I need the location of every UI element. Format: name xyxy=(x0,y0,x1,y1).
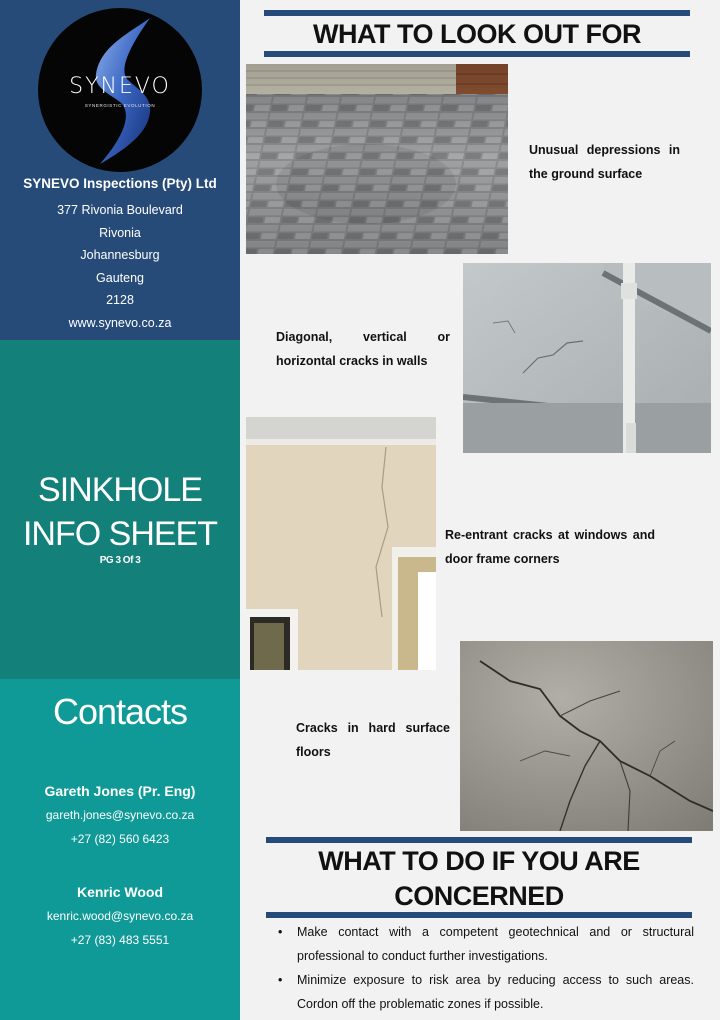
company-website[interactable]: www.synevo.co.za xyxy=(68,315,172,330)
sheet-title-line2: INFO SHEET xyxy=(22,515,218,553)
list-item xyxy=(278,968,694,1016)
concerned-heading xyxy=(266,844,692,914)
caption-depressions: Unusual depressions in the ground surface xyxy=(529,143,680,181)
caption-frame-cracks: Re-entrant cracks at windows and door frame corners xyxy=(445,528,655,566)
contact-phone[interactable]: +27 (82) 560 6423 xyxy=(70,832,170,846)
contact-card xyxy=(0,779,240,851)
list-item-text: Minimize exposure to risk area by reducing access to such areas. Cordon off the problematic zones if possible. xyxy=(297,973,694,1011)
list-item-text: Make contact with a competent geotechnical and or structural professional to conduct further investigations. xyxy=(297,925,694,963)
company-name: SYNEVO Inspections (Pty) Ltd xyxy=(23,176,217,191)
sheet-title-panel xyxy=(0,340,240,679)
bullet-icon: • xyxy=(278,973,283,987)
logo-tagline: SYNERGISTIC EVOLUTION xyxy=(84,103,156,108)
heading-rule-top xyxy=(264,10,690,16)
contact-email[interactable]: gareth.jones@synevo.co.za xyxy=(45,808,195,822)
address-suburb: Rivonia xyxy=(99,225,141,240)
do-heading-rule-top xyxy=(266,837,692,843)
address-postcode: 2128 xyxy=(106,293,134,307)
bullet-icon: • xyxy=(278,925,283,939)
synevo-logo xyxy=(38,8,202,172)
doorframe-crack-photo xyxy=(246,417,436,670)
heading-rule-bottom xyxy=(264,51,690,57)
company-panel xyxy=(0,0,240,340)
address-city: Johannesburg xyxy=(80,248,160,262)
floor-crack-photo xyxy=(460,641,713,831)
contacts-panel xyxy=(0,679,240,1020)
address-province: Gauteng xyxy=(96,270,144,285)
sidebar xyxy=(0,0,240,1020)
contact-name: Kenric Wood xyxy=(76,884,164,900)
concerned-heading-line2: CONCERNED xyxy=(394,881,564,911)
wall-crack-photo xyxy=(463,263,711,453)
contact-email[interactable]: kenric.wood@synevo.co.za xyxy=(46,909,194,923)
sheet-title xyxy=(0,468,240,556)
page-number: PG 3 Of 3 xyxy=(99,555,141,566)
contacts-heading: Contacts xyxy=(52,691,188,732)
contact-phone[interactable]: +27 (83) 483 5551 xyxy=(70,933,170,947)
caption-wall-cracks: Diagonal, vertical or horizontal cracks in walls xyxy=(276,330,450,368)
do-heading-rule-bottom xyxy=(266,912,692,918)
contact-card xyxy=(0,880,240,952)
look-out-heading: WHAT TO LOOK OUT FOR xyxy=(313,19,641,49)
action-list xyxy=(278,920,694,1016)
sheet-title-line1: SINKHOLE xyxy=(38,471,202,509)
address-street: 377 Rivonia Boulevard xyxy=(57,203,183,217)
concerned-heading-line1: WHAT TO DO IF YOU ARE xyxy=(318,846,640,876)
logo-wordmark: SYNEVO xyxy=(69,74,171,99)
caption-floor-cracks: Cracks in hard surface floors xyxy=(296,721,450,759)
contact-name: Gareth Jones (Pr. Eng) xyxy=(44,783,196,799)
paving-depression-photo xyxy=(246,64,508,254)
company-address xyxy=(0,199,240,334)
list-item xyxy=(278,920,694,968)
